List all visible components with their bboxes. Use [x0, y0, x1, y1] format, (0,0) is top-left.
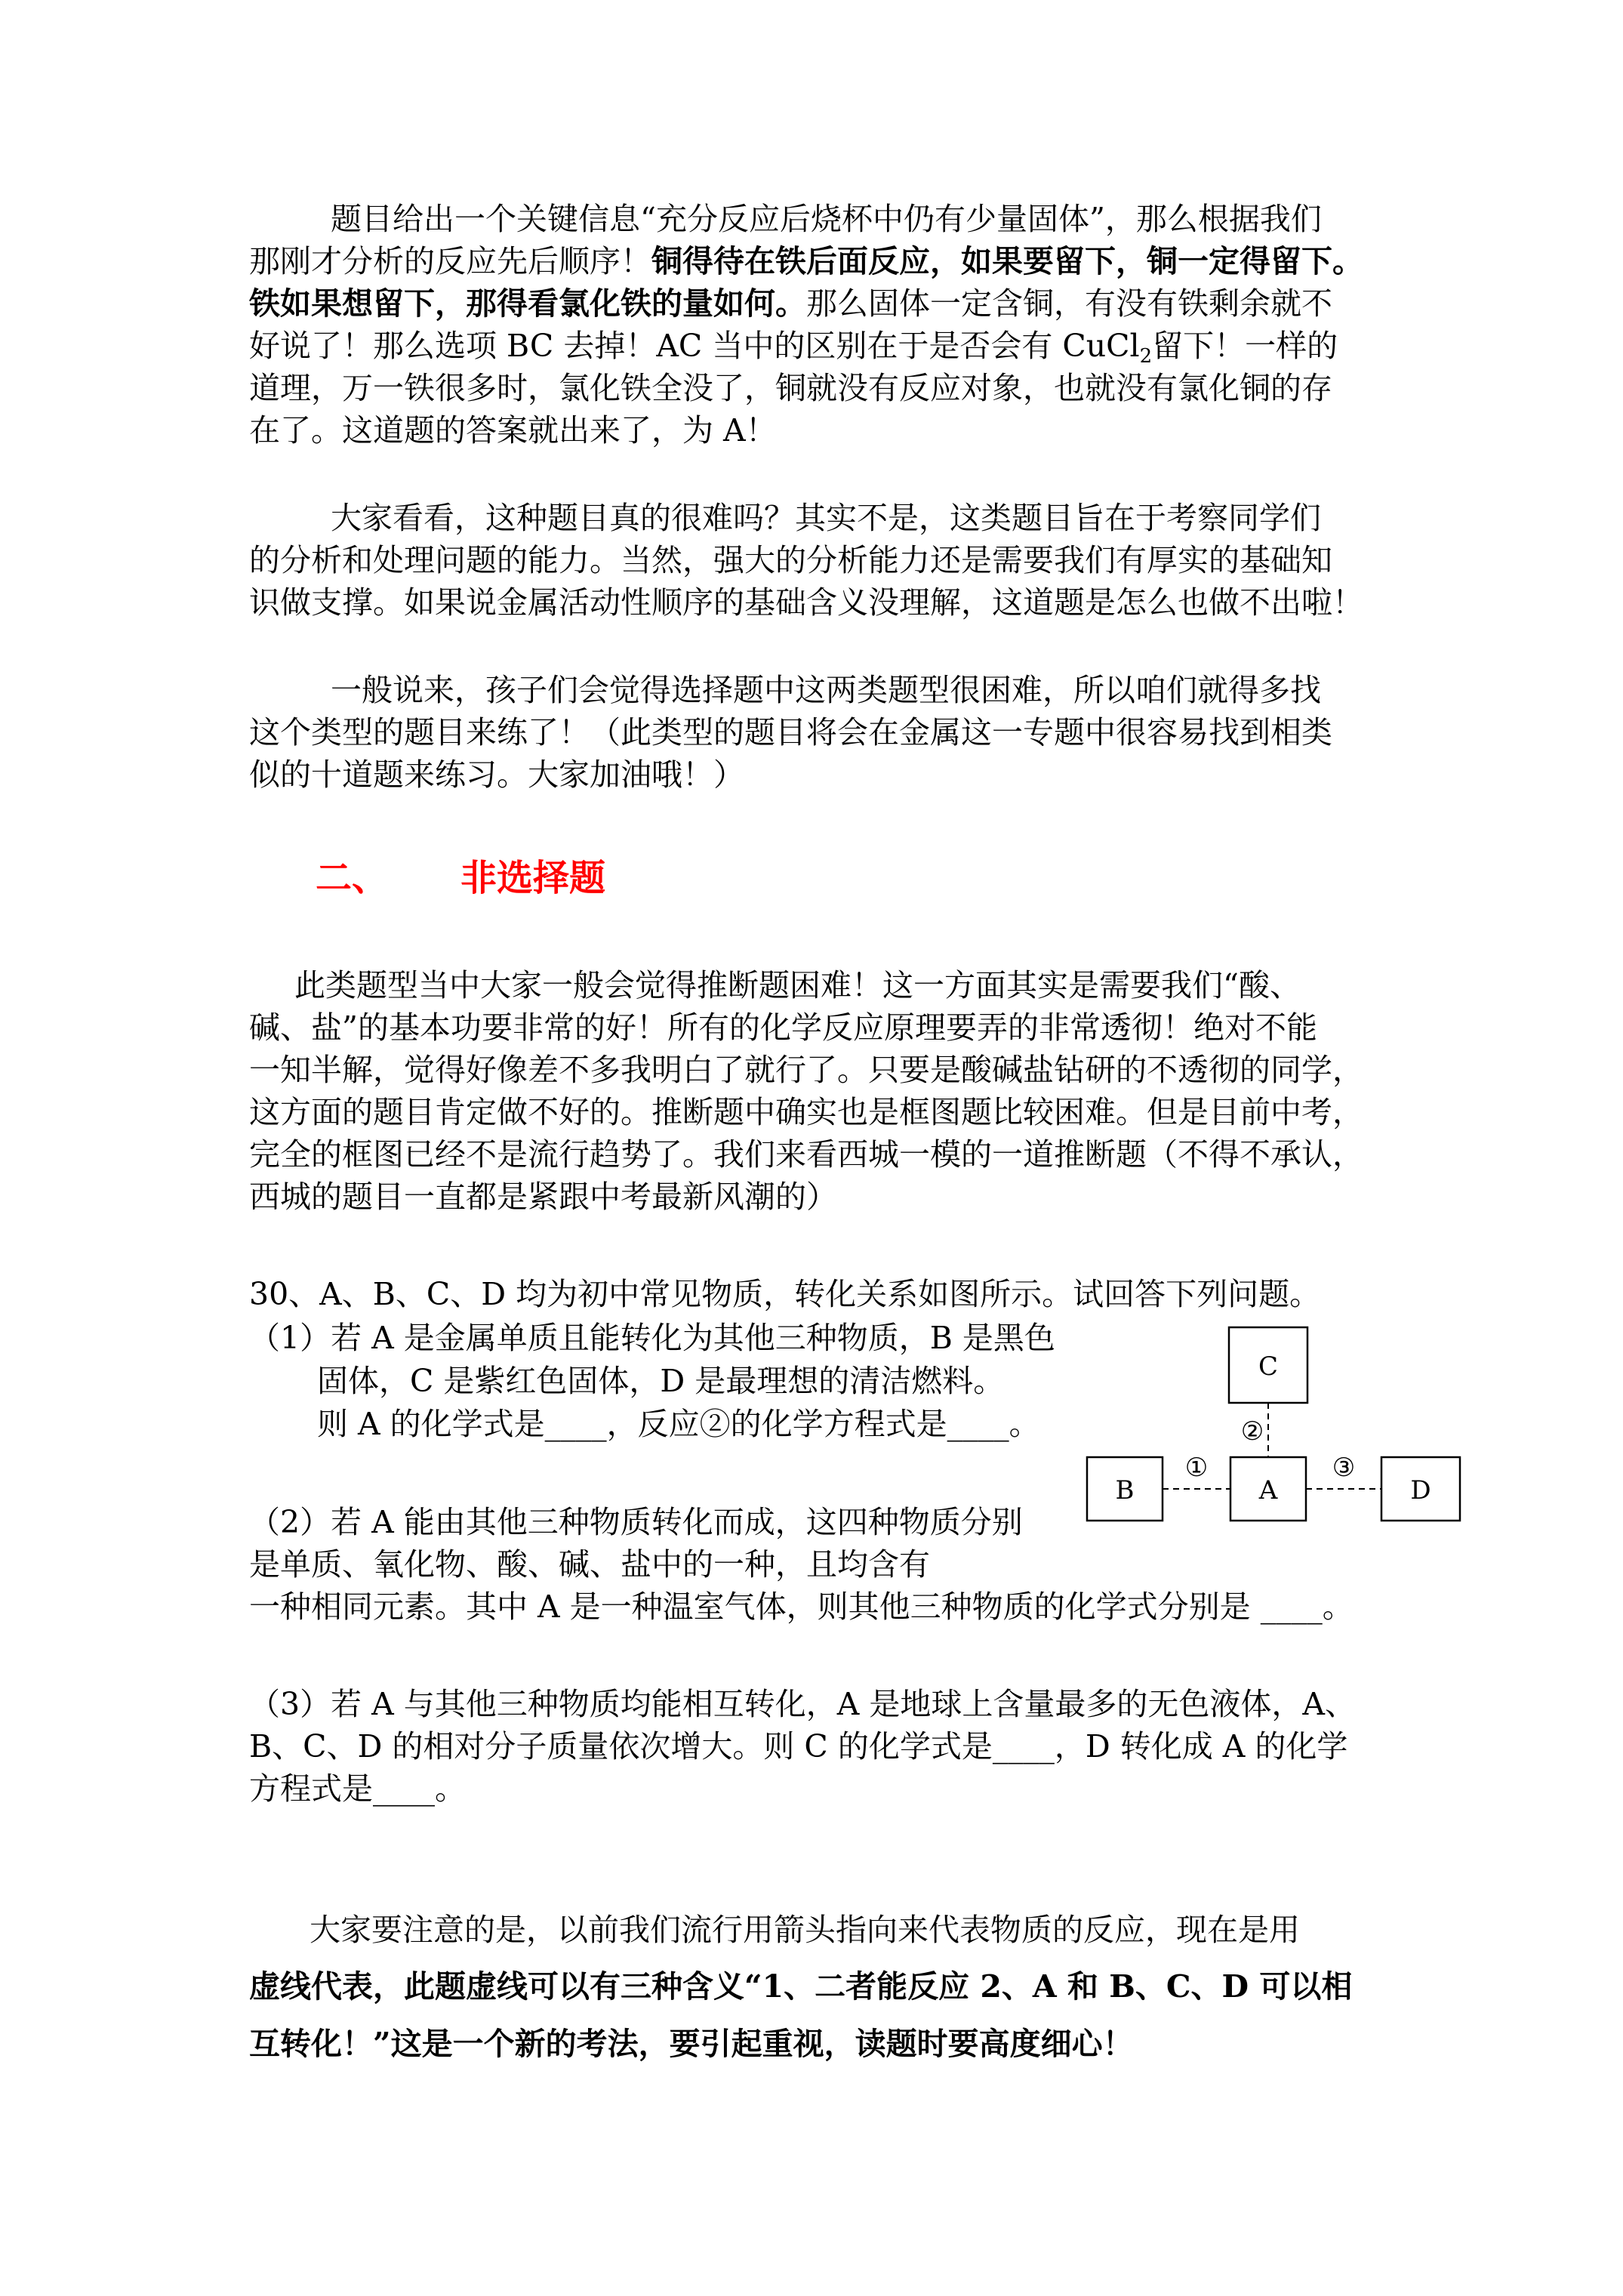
text-line: 虚线代表，此题虚线可以有三种含义“1、二者能反应 2、A 和 B、C、D 可以相	[249, 1968, 1353, 2005]
section-number: 二、	[316, 857, 389, 899]
sub-question-1: （1）若 A 是金属单质且能转化为其他三种物质，B 是黑色	[249, 1320, 1055, 1356]
text-line: 大家看看，这种题目真的很难吗？其实不是，这类题目旨在于考察同学们	[331, 500, 1321, 536]
text-line: 此类题型当中大家一般会觉得推断题困难！这一方面其实是需要我们“酸、	[294, 967, 1301, 1003]
node-b-label: B	[1115, 1475, 1135, 1505]
sub-question-3: 方程式是____。	[249, 1771, 466, 1807]
sub-question-2: 是单质、氧化物、酸、碱、盐中的一种，且均含有	[249, 1546, 930, 1583]
text-line: 似的十道题来练习。大家加油哦！）	[249, 757, 744, 793]
sub-question-2: 一种相同元素。其中 A 是一种温室气体，则其他三种物质的化学式分别是 ____。	[249, 1589, 1354, 1625]
sub-question-3: （3）若 A 与其他三种物质均能相互转化，A 是地球上含量最多的无色液体，A、	[249, 1686, 1357, 1722]
sub-question-2: （2）若 A 能由其他三种物质转化而成，这四种物质分别	[249, 1504, 1023, 1540]
text-span: 留下！一样的	[1152, 328, 1338, 364]
text-line: 题目给出一个关键信息“充分反应后烧杯中仍有少量固体”，那么根据我们	[331, 201, 1322, 237]
relation-diagram	[1079, 1325, 1476, 1536]
text-line: 一般说来，孩子们会觉得选择题中这两类题型很困难，所以咱们就得多找	[331, 672, 1321, 708]
bold-emphasis: 铜得待在铁后面反应，如果要留下，铜一定得留下。	[651, 243, 1363, 279]
text-line	[249, 282, 1332, 325]
text-line: 这方面的题目肯定做不好的。推断题中确实也是框图题比较困难。但是目前中考，	[249, 1094, 1363, 1130]
text-line: 大家要注意的是，以前我们流行用箭头指向来代表物质的反应，现在是用	[310, 1912, 1300, 1948]
section-title: 非选择题	[460, 857, 606, 899]
edge-label-3: ③	[1332, 1453, 1356, 1483]
node-a-label: A	[1258, 1475, 1278, 1505]
node-d-label: D	[1410, 1475, 1431, 1505]
text-span: 那么固体一定含铜，有没有铁剩余就不	[806, 285, 1332, 322]
text-line: 道理，万一铁很多时，氯化铁全没了，铜就没有反应对象，也就没有氯化铜的存	[249, 370, 1332, 406]
sub-question-1: 则 A 的化学式是____，反应②的化学方程式是____。	[317, 1406, 1040, 1442]
text-line: 的分析和处理问题的能力。当然，强大的分析能力还是需要我们有厚实的基础知	[249, 542, 1332, 578]
bold-emphasis: 铁如果想留下，那得看氯化铁的量如何。	[249, 285, 806, 322]
text-line: 完全的框图已经不是流行趋势了。我们来看西城一模的一道推断题（不得不承认，	[249, 1136, 1363, 1173]
sub-question-1: 固体，C 是紫红色固体，D 是最理想的清洁燃料。	[317, 1363, 1005, 1399]
section-heading	[316, 855, 605, 901]
text-span: 好说了！那么选项 BC 去掉！AC 当中的区别在于是否会有 CuCl	[249, 328, 1140, 364]
text-line: 互转化！”这是一个新的考法，要引起重视，读题时要高度细心！	[249, 2026, 1134, 2062]
text-line: 一知半解，觉得好像差不多我明白了就行了。只要是酸碱盐钻研的不透彻的同学，	[249, 1052, 1363, 1088]
text-span: 那刚才分析的反应先后顺序！	[249, 243, 651, 279]
text-line: 这个类型的题目来练了！（此类型的题目将会在金属这一专题中很容易找到相类	[249, 714, 1332, 750]
text-line: 碱、盐”的基本功要非常的好！所有的化学反应原理要弄的非常透彻！绝对不能	[249, 1009, 1317, 1046]
text-line	[249, 325, 1338, 367]
question-stem: 30、A、B、C、D 均为初中常见物质，转化关系如图所示。试回答下列问题。	[249, 1276, 1321, 1312]
node-c-label: C	[1258, 1351, 1279, 1382]
text-line: 在了。这道题的答案就出来了，为 A！	[249, 412, 777, 448]
sub-question-3: B、C、D 的相对分子质量依次增大。则 C 的化学式是____，D 转化成 A 的化学	[249, 1728, 1348, 1764]
subscript: 2	[1139, 345, 1153, 368]
edge-label-2: ②	[1240, 1416, 1264, 1447]
text-line	[249, 240, 1363, 282]
edge-label-1: ①	[1184, 1453, 1209, 1483]
text-line: 识做支撑。如果说金属活动性顺序的基础含义没理解，这道题是怎么也做不出啦！	[249, 584, 1363, 621]
text-line: 西城的题目一直都是紧跟中考最新风潮的）	[249, 1179, 837, 1215]
